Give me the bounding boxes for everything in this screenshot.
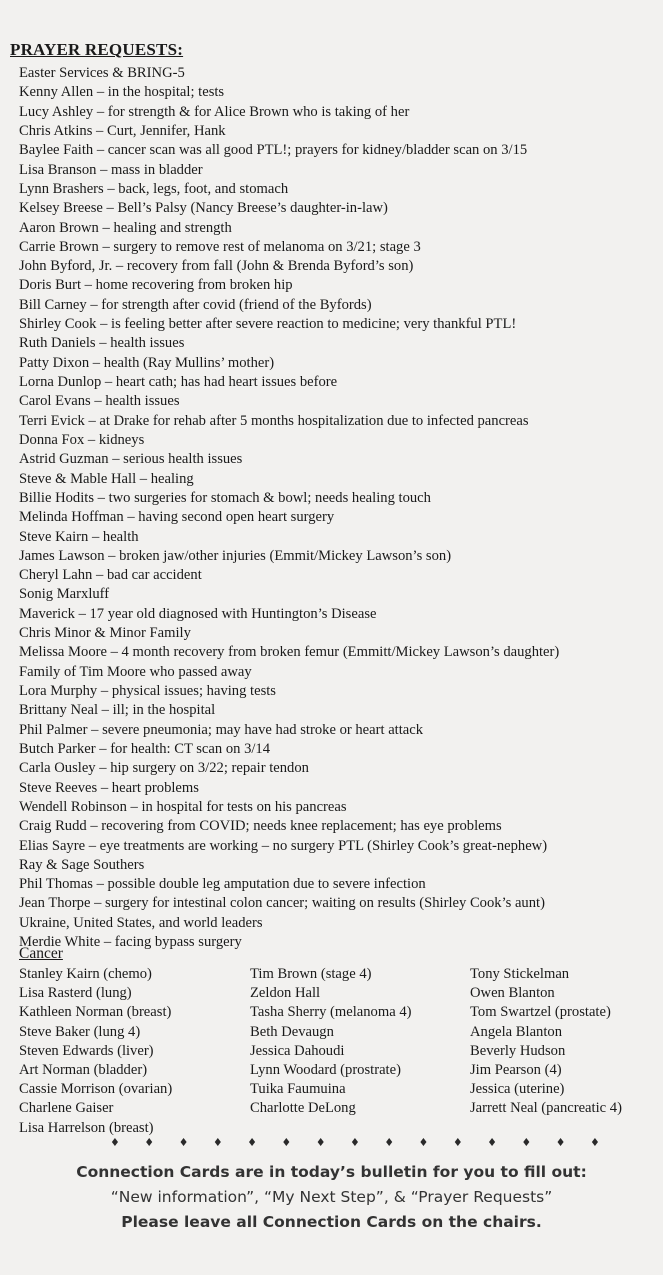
diamond-icon: ♦ [555,1136,566,1149]
diamond-icon: ♦ [452,1136,463,1149]
prayer-request-item: Carol Evans – health issues [19,393,180,410]
diamond-icon: ♦ [281,1136,292,1149]
cancer-list-item: Jessica Dahoudi [250,1042,345,1059]
cancer-list-item: Owen Blanton [470,985,555,1002]
prayer-request-item: Merdie White – facing bypass surgery [19,934,242,951]
prayer-request-item: Maverick – 17 year old diagnosed with Huntington’s Disease [19,605,377,622]
cancer-list-item: Beverly Hudson [470,1042,566,1059]
cancer-list-item: Lisa Harrelson (breast) [19,1119,154,1136]
prayer-request-item: Shirley Cook – is feeling better after severe reaction to medicine; very thankful PTL! [19,316,517,333]
prayer-request-item: Easter Services & BRING-5 [19,65,185,81]
prayer-request-item: Melissa Moore – 4 month recovery from broken femur (Emmitt/Mickey Lawson’s daughter) [19,644,560,661]
cancer-list-item: Jim Pearson (4) [470,1061,562,1078]
cancer-list-item: Tom Swartzel (prostate) [470,1004,611,1021]
prayer-request-item: Phil Palmer – severe pneumonia; may have had stroke or heart attack [19,721,424,738]
cancer-list-item: Beth Devaugn [250,1023,334,1040]
prayer-request-item: Ukraine, United States, and world leaders [19,914,263,931]
prayer-request-item: Ray & Sage Southers [19,856,145,873]
cancer-column-2 [250,965,411,1119]
cancer-list-item: Kathleen Norman (breast) [19,1004,172,1021]
footer-line-3: Please leave all Connection Cards on the chairs. [121,1213,542,1231]
cancer-list-item: Angela Blanton [470,1023,563,1040]
diamond-icon: ♦ [384,1136,395,1149]
diamond-icon: ♦ [247,1136,257,1149]
prayer-request-item: Billie Hodits – two surgeries for stomach & bowl; needs healing touch [19,489,431,506]
prayer-request-item: Patty Dixon – health (Ray Mullins’ mother) [19,354,275,371]
cancer-list-item: Steve Baker (lung 4) [19,1023,141,1040]
prayer-request-item: Chris Minor & Minor Family [19,625,191,642]
prayer-request-item: Brittany Neal – ill; in the hospital [19,702,216,719]
prayer-request-item: Kelsey Breese – Bell’s Palsy (Nancy Breese’s daughter-in-law) [19,200,388,217]
prayer-request-item: Ruth Daniels – health issues [19,335,185,352]
page-title: PRAYER REQUESTS: [10,40,184,59]
prayer-request-item: Carla Ousley – hip surgery on 3/22; repair tendon [19,760,309,777]
cancer-list-item: Art Norman (bladder) [19,1061,148,1078]
diamond-icon: ♦ [349,1136,360,1149]
prayer-request-item: Steve Kairn – health [19,528,139,545]
diamond-icon: ♦ [315,1136,326,1149]
cancer-list-item: Jessica (uterine) [470,1081,565,1098]
prayer-request-item: Astrid Guzman – serious health issues [19,451,243,468]
diamond-icon: ♦ [178,1136,189,1149]
cancer-list-item: Steven Edwards (liver) [19,1042,154,1059]
diamond-icon: ♦ [212,1136,223,1149]
cancer-column-1 [19,965,172,1138]
prayer-request-item: James Lawson – broken jaw/other injuries (Emmit/Mickey Lawson’s son) [19,547,452,564]
prayer-request-item: Jean Thorpe – surgery for intestinal colon cancer; waiting on results (Shirley Cook’s aunt) [19,895,545,912]
diamond-icon: ♦ [589,1136,600,1149]
prayer-request-item: Butch Parker – for health: CT scan on 3/14 [19,740,271,757]
prayer-request-item: Cheryl Lahn – bad car accident [19,567,202,584]
footer-line-1: Connection Cards are in today’s bulletin for you to fill out: [76,1163,587,1181]
cancer-column-3 [470,965,622,1119]
prayer-request-item: Donna Fox – kidneys [19,431,145,448]
diamond-icon: ♦ [144,1136,155,1149]
diamond-divider [110,1136,600,1149]
prayer-request-item: Baylee Faith – cancer scan was all good PTL!; prayers for kidney/bladder scan on 3/15 [19,142,528,159]
prayer-request-item: Lisa Branson – mass in bladder [19,161,203,178]
prayer-request-item: Steve & Mable Hall – healing [19,470,194,487]
prayer-request-item: Lucy Ashley – for strength & for Alice Brown who is taking of her [19,103,410,120]
prayer-request-item: Steve Reeves – heart problems [19,779,199,796]
cancer-list-item: Lisa Rasterd (lung) [19,985,132,1002]
prayer-request-item: Lora Murphy – physical issues; having tests [19,683,276,699]
prayer-request-item: Melinda Hoffman – having second open heart surgery [19,509,335,526]
footer-line-2: “New information”, “My Next Step”, & “Prayer Requests” [110,1188,553,1206]
cancer-list-item: Tim Brown (stage 4) [250,966,372,982]
prayer-request-item: Chris Atkins – Curt, Jennifer, Hank [19,122,226,139]
prayer-request-item: Lorna Dunlop – heart cath; has had heart issues before [19,374,338,390]
cancer-list-item: Lynn Woodard (prostrate) [250,1061,401,1078]
cancer-list-item: Zeldon Hall [250,985,321,1002]
prayer-request-item: Wendell Robinson – in hospital for tests on his pancreas [19,798,347,815]
cancer-list-item: Charlotte DeLong [250,1100,356,1117]
diamond-icon: ♦ [110,1136,120,1149]
cancer-list-item: Cassie Morrison (ovarian) [19,1081,173,1098]
prayer-request-list [19,64,659,952]
footer-notice [0,1160,663,1235]
prayer-request-item: Kenny Allen – in the hospital; tests [19,84,225,101]
cancer-list-item: Tony Stickelman [470,966,570,982]
prayer-request-item: Sonig Marxluff [19,586,110,603]
diamond-icon: ♦ [521,1136,532,1149]
prayer-request-item: John Byford, Jr. – recovery from fall (John & Brenda Byford’s son) [19,258,414,275]
prayer-request-item: Bill Carney – for strength after covid (friend of the Byfords) [19,296,372,313]
prayer-request-item: Terri Evick – at Drake for rehab after 5 months hospitalization due to infected pancreas [19,412,529,429]
cancer-list-item: Tuika Faumuina [250,1081,346,1098]
prayer-request-item: Family of Tim Moore who passed away [19,663,252,680]
cancer-list-item: Charlene Gaiser [19,1100,114,1117]
cancer-heading: Cancer [19,945,63,962]
prayer-request-item: Aaron Brown – healing and strength [19,219,232,236]
prayer-request-item: Carrie Brown – surgery to remove rest of melanoma on 3/21; stage 3 [19,238,421,255]
cancer-list-item: Tasha Sherry (melanoma 4) [250,1004,412,1021]
prayer-request-item: Craig Rudd – recovering from COVID; needs knee replacement; has eye problems [19,818,502,835]
diamond-icon: ♦ [487,1136,497,1149]
prayer-request-item: Elias Sayre – eye treatments are working – no surgery PTL (Shirley Cook’s great-nephew) [19,837,548,854]
cancer-list-item: Jarrett Neal (pancreatic 4) [470,1100,622,1117]
prayer-request-item: Lynn Brashers – back, legs, foot, and stomach [19,180,289,197]
prayer-request-item: Doris Burt – home recovering from broken hip [19,277,293,294]
prayer-request-item: Phil Thomas – possible double leg amputation due to severe infection [19,876,426,893]
diamond-icon: ♦ [418,1136,429,1149]
cancer-list-item: Stanley Kairn (chemo) [19,966,152,982]
